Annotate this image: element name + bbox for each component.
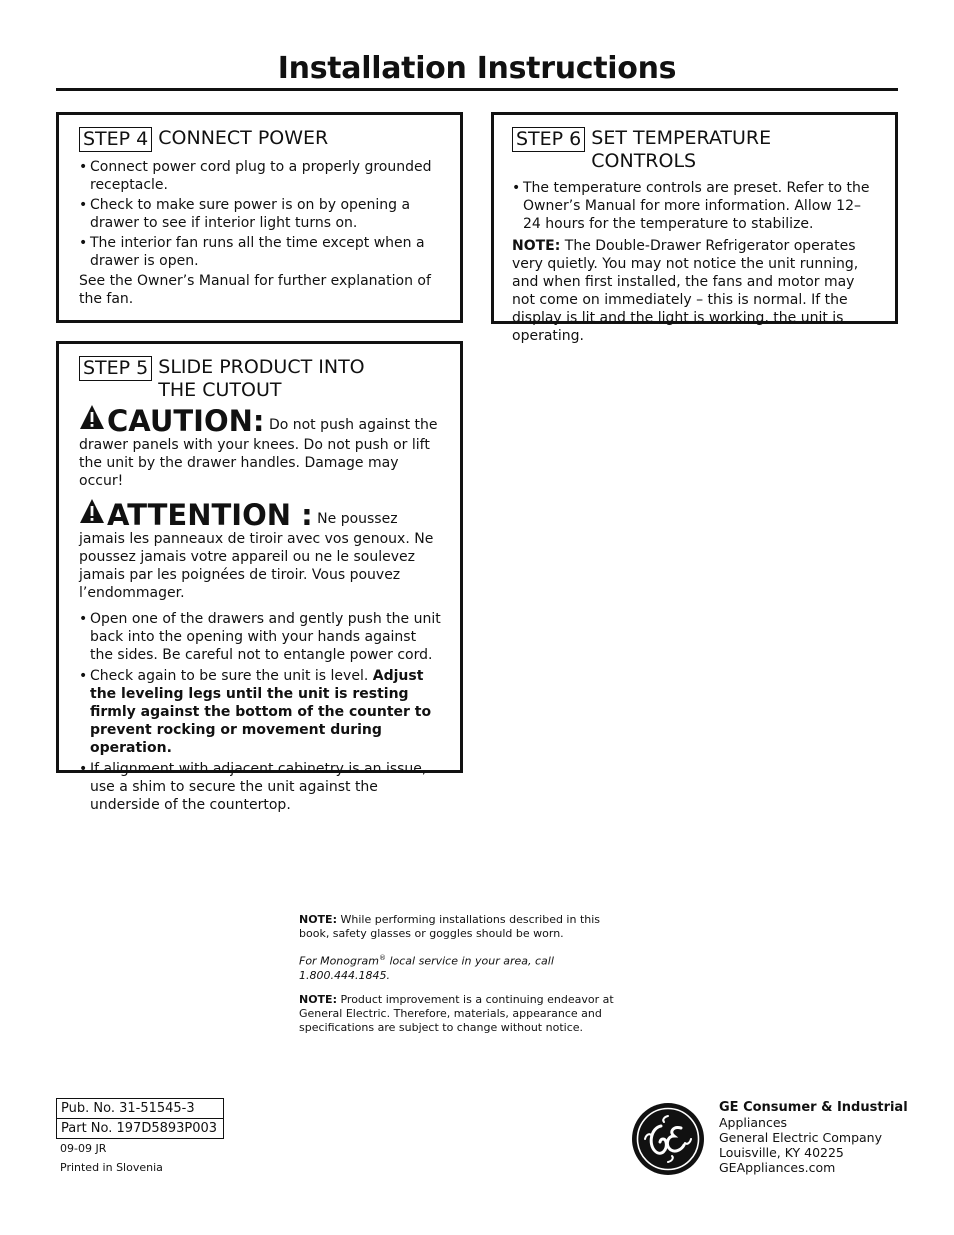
step5-bullets xyxy=(79,610,442,814)
safety-note xyxy=(299,913,629,941)
address-line: Louisville, KY 40225 xyxy=(719,1145,844,1160)
list-item: • The interior fan runs all the time except when a drawer is open. xyxy=(79,234,442,270)
product-note xyxy=(299,993,629,1035)
step4-box xyxy=(56,112,463,323)
step6-title: SET TEMPERATURE CONTROLS xyxy=(591,127,772,172)
step4-header xyxy=(79,127,442,152)
address-line: Appliances xyxy=(719,1115,788,1130)
ge-logo-icon xyxy=(631,1102,705,1176)
step6-header xyxy=(512,127,877,173)
step5-box xyxy=(56,341,463,813)
step4-bullets xyxy=(79,158,442,270)
date-code: 09-09 JR xyxy=(60,1142,107,1155)
page-title: Installation Instructions xyxy=(56,50,898,91)
service-note xyxy=(299,951,629,983)
warning-triangle-icon xyxy=(79,404,105,430)
note-label: NOTE: xyxy=(512,238,561,254)
list-item: • Connect power cord plug to a properly grounded receptacle. xyxy=(79,158,442,194)
step6-note xyxy=(512,237,877,345)
part-number: Part No. 197D5893P003 xyxy=(57,1118,223,1138)
note-label: NOTE: xyxy=(299,992,337,1006)
step6-box xyxy=(491,112,898,344)
note-text: While performing installations described in this book, safety glasses or goggles should be worn. xyxy=(299,913,601,940)
step4-label: STEP 4 xyxy=(79,127,152,152)
company-address xyxy=(719,1100,908,1175)
service-text: local service in your area, call 1.800.444.1845. xyxy=(299,954,554,982)
step6-label: STEP 6 xyxy=(512,127,585,152)
caution-block xyxy=(79,404,442,490)
pub-number: Pub. No. 31-51545-3 xyxy=(61,1101,195,1116)
step6-bullets xyxy=(512,179,877,233)
list-item: • If alignment with adjacent cabinetry is an issue, use a shim to secure the unit against the underside of the countertop. xyxy=(79,760,442,814)
website-link: GEAppliances.com xyxy=(719,1160,836,1175)
caution-word: CAUTION: xyxy=(107,404,265,438)
registered-mark: ® xyxy=(378,954,386,962)
note-text: The Double-Drawer Refrigerator operates very quietly. You may not notice the unit running, and when first installed, the fans and motor may not come on immediately – this is normal. If the display is lit and the light is working, the unit is operating. xyxy=(512,238,859,344)
step5-header xyxy=(79,356,442,402)
step5-label: STEP 5 xyxy=(79,356,152,381)
bullet-bold-text: Adjust the leveling legs until the unit is resting firmly against the bottom of the counter to prevent rocking or movement during operation. xyxy=(90,668,432,756)
note-text: Product improvement is a continuing endeavor at General Electric. Therefore, materials, appearance and specifications are subject to change without notice. xyxy=(299,992,614,1034)
printed-in: Printed in Slovenia xyxy=(60,1161,163,1174)
step4-footer: See the Owner’s Manual for further explanation of the fan. xyxy=(79,273,431,307)
list-item xyxy=(79,667,442,757)
warning-triangle-icon xyxy=(79,498,105,524)
company-name: GE Consumer & Industrial xyxy=(719,1100,908,1115)
note-label: NOTE: xyxy=(299,913,337,926)
list-item: • Open one of the drawers and gently push the unit back into the opening with your hands against the sides. Be careful not to entangle power cord. xyxy=(79,610,442,664)
list-item: • The temperature controls are preset. Refer to the Owner’s Manual for more information. Allow 12–24 hours for the temperature to stabilize. xyxy=(512,179,877,233)
service-prefix: For Monogram xyxy=(299,954,379,968)
attention-text: Ne poussez jamais les panneaux de tiroir avec vos genoux. Ne poussez jamais votre appareil ou ne le soulevez jamais par les poignées de tiroir. Vous pouvez l’endommager. xyxy=(79,511,434,601)
general-notes xyxy=(299,913,629,1045)
attention-block xyxy=(79,498,442,602)
address-line: General Electric Company xyxy=(719,1130,882,1145)
bullet-text: Check again to be sure the unit is level. xyxy=(90,668,373,684)
publication-box xyxy=(56,1098,224,1139)
step5-title: SLIDE PRODUCT INTO THE CUTOUT xyxy=(158,356,365,401)
step4-title: CONNECT POWER xyxy=(158,127,329,149)
list-item: • Check to make sure power is on by opening a drawer to see if interior light turns on. xyxy=(79,196,442,232)
caution-text: Do not push against the drawer panels with your knees. Do not push or lift the unit by the drawer handles. Damage may occur! xyxy=(79,417,438,489)
attention-word: ATTENTION : xyxy=(107,498,313,532)
